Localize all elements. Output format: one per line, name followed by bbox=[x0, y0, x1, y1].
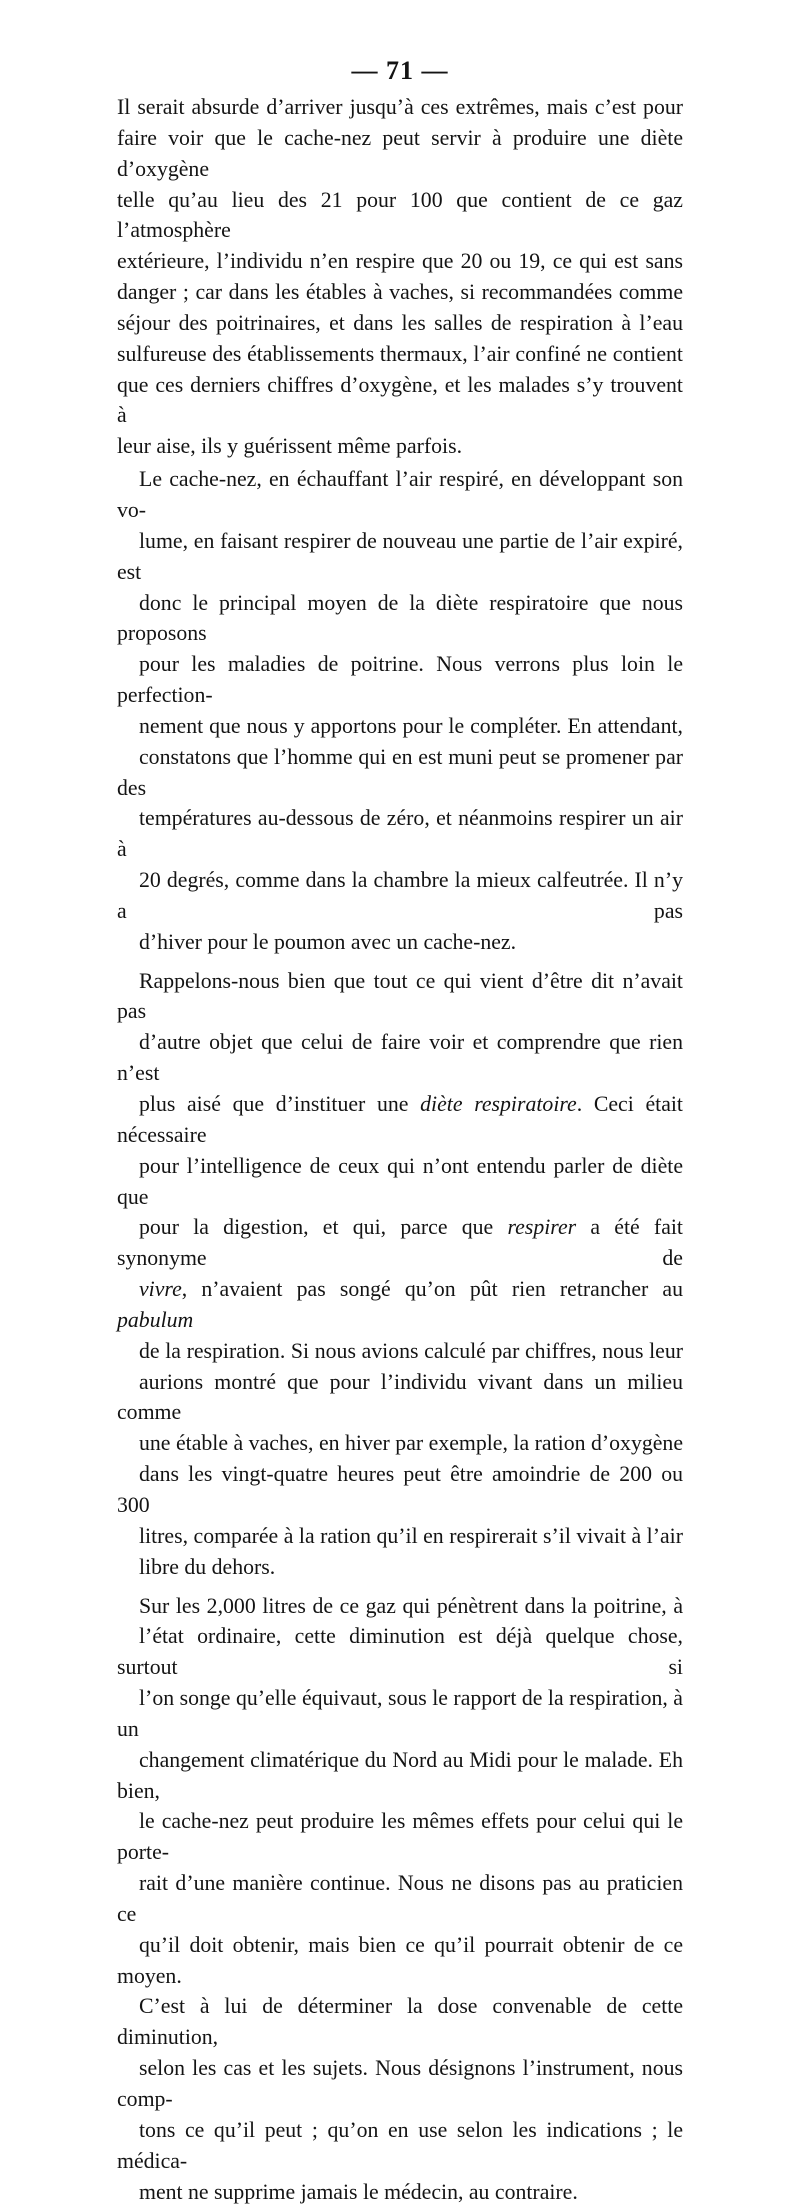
text-line: selon les cas et les sujets. Nous désignons l’instrument, nous comp- bbox=[117, 2053, 683, 2115]
text-line: aurions montré que pour l’individu vivant dans un milieu comme bbox=[117, 1367, 683, 1429]
text-line: séjour des poitrinaires, et dans les salles de respiration à l’eau bbox=[117, 308, 683, 339]
text-line: d’autre objet que celui de faire voir et comprendre que rien n’est bbox=[117, 1027, 683, 1089]
text-line: qu’il doit obtenir, mais bien ce qu’il pourrait obtenir de ce moyen. bbox=[117, 1930, 683, 1992]
text-line: le cache-nez peut produire les mêmes effets pour celui qui le porte- bbox=[117, 1806, 683, 1868]
paragraph-3 bbox=[117, 966, 683, 1583]
text-line: danger ; car dans les étables à vaches, si recommandées comme bbox=[117, 277, 683, 308]
text-line: lume, en faisant respirer de nouveau une partie de l’air expiré, est bbox=[117, 526, 683, 588]
text-line: vivre, n’avaient pas songé qu’on pût rien retrancher au pabulum bbox=[117, 1274, 683, 1336]
text-line: une étable à vaches, en hiver par exemple, la ration d’oxygène bbox=[117, 1428, 683, 1459]
text-line: d’hiver pour le poumon avec un cache-nez. bbox=[117, 927, 683, 958]
text-line: changement climatérique du Nord au Midi pour le malade. Eh bien, bbox=[117, 1745, 683, 1807]
text-line: nement que nous y apportons pour le compléter. En attendant, bbox=[117, 711, 683, 742]
text-line: telle qu’au lieu des 21 pour 100 que contient de ce gaz l’atmosphère bbox=[117, 185, 683, 247]
body-text bbox=[117, 92, 683, 2207]
text-line: de la respiration. Si nous avions calculé par chiffres, nous leur bbox=[117, 1336, 683, 1367]
text-line: dans les vingt-quatre heures peut être amoindrie de 200 ou 300 bbox=[117, 1459, 683, 1521]
text-line: que ces derniers chiffres d’oxygène, et les malades s’y trouvent à bbox=[117, 370, 683, 432]
paragraph-2 bbox=[117, 464, 683, 958]
text-line: 20 degrés, comme dans la chambre la mieux calfeutrée. Il n’y a pas bbox=[117, 865, 683, 927]
text-line: pour la digestion, et qui, parce que respirer a été fait synonyme de bbox=[117, 1212, 683, 1274]
text-line: températures au-dessous de zéro, et néanmoins respirer un air à bbox=[117, 803, 683, 865]
text-line: rait d’une manière continue. Nous ne disons pas au praticien ce bbox=[117, 1868, 683, 1930]
text-line: pour l’intelligence de ceux qui n’ont entendu parler de diète que bbox=[117, 1151, 683, 1213]
paragraph-1 bbox=[117, 92, 683, 462]
text-line: Rappelons-nous bien que tout ce qui vient d’être dit n’avait pas bbox=[117, 966, 683, 1028]
text-line: extérieure, l’individu n’en respire que 20 ou 19, ce qui est sans bbox=[117, 246, 683, 277]
text-line: sulfureuse des établissements thermaux, l’air confiné ne contient bbox=[117, 339, 683, 370]
page-number: — 71 — bbox=[0, 56, 800, 86]
text-line: Sur les 2,000 litres de ce gaz qui pénètrent dans la poitrine, à bbox=[117, 1591, 683, 1622]
text-line: libre du dehors. bbox=[117, 1552, 683, 1583]
text-line: litres, comparée à la ration qu’il en respirerait s’il vivait à l’air bbox=[117, 1521, 683, 1552]
text-line: ment ne supprime jamais le médecin, au contraire. bbox=[117, 2177, 683, 2207]
text-line: donc le principal moyen de la diète respiratoire que nous proposons bbox=[117, 588, 683, 650]
text-line: Le cache-nez, en échauffant l’air respiré, en développant son vo- bbox=[117, 464, 683, 526]
paragraph-4 bbox=[117, 1591, 683, 2207]
text-line: leur aise, ils y guérissent même parfois. bbox=[117, 431, 683, 462]
text-line: pour les maladies de poitrine. Nous verrons plus loin le perfection- bbox=[117, 649, 683, 711]
text-line: plus aisé que d’instituer une diète respiratoire. Ceci était nécessaire bbox=[117, 1089, 683, 1151]
text-line: Il serait absurde d’arriver jusqu’à ces extrêmes, mais c’est pour bbox=[117, 92, 683, 123]
text-line: l’on songe qu’elle équivaut, sous le rapport de la respiration, à un bbox=[117, 1683, 683, 1745]
text-line: tons ce qu’il peut ; qu’on en use selon les indications ; le médica- bbox=[117, 2115, 683, 2177]
text-line: l’état ordinaire, cette diminution est déjà quelque chose, surtout si bbox=[117, 1621, 683, 1683]
text-line: constatons que l’homme qui en est muni peut se promener par des bbox=[117, 742, 683, 804]
text-line: faire voir que le cache-nez peut servir à produire une diète d’oxygène bbox=[117, 123, 683, 185]
text-line: C’est à lui de déterminer la dose convenable de cette diminution, bbox=[117, 1991, 683, 2053]
